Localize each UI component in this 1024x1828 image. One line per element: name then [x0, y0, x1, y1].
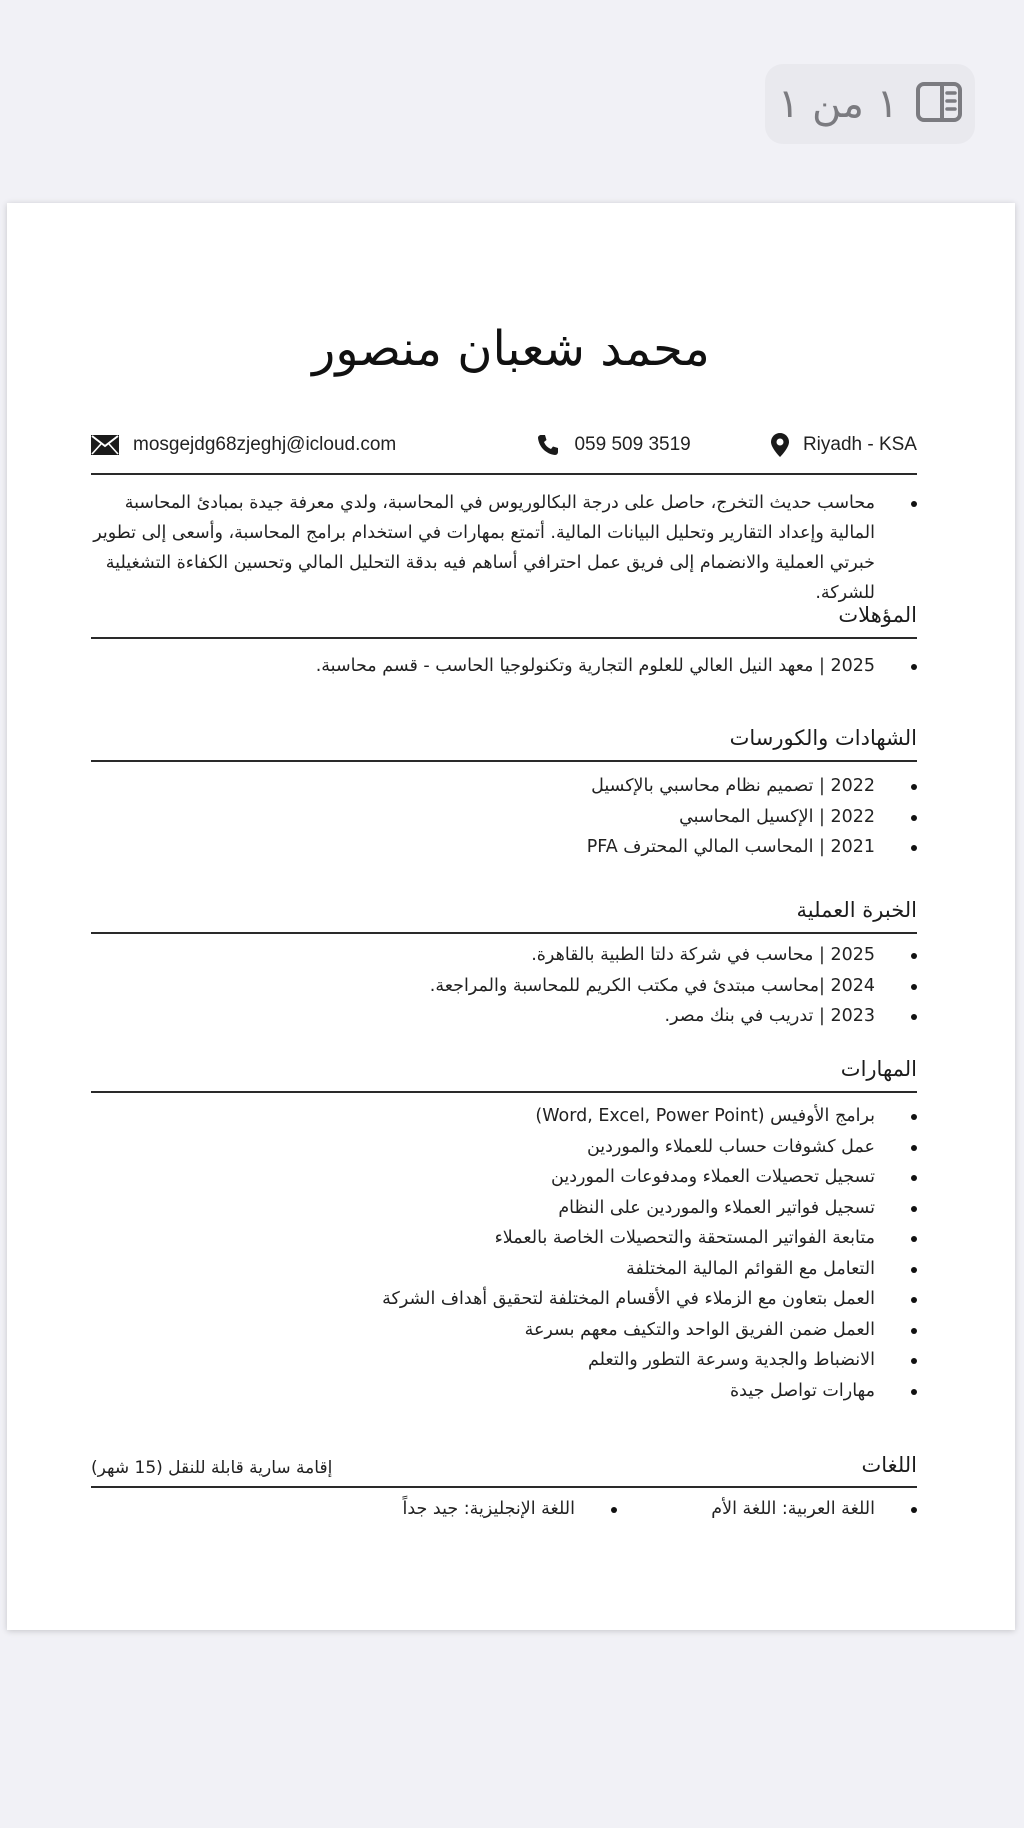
contact-phone[interactable]	[536, 433, 690, 457]
envelope-icon	[91, 435, 119, 455]
sidebar-icon	[916, 82, 962, 126]
list-item: 2025 | معهد النيل العالي للعلوم التجارية وتكنولوجيا الحاسب - قسم محاسبة.	[91, 651, 917, 682]
list-item: اللغة الإنجليزية: جيد جداً	[317, 1494, 617, 1524]
list-item: العمل بتعاون مع الزملاء في الأقسام المختلفة لتحقيق أهداف الشركة	[91, 1284, 917, 1315]
contact-row	[91, 428, 917, 462]
certificates-list	[91, 771, 917, 863]
phone-icon	[536, 433, 560, 457]
page-count: ١ من ١	[777, 81, 899, 127]
contact-location	[771, 433, 917, 457]
list-item: برامج الأوفيس (Word, Excel, Power Point)	[91, 1101, 917, 1132]
languages-list	[91, 1494, 917, 1524]
list-item: متابعة الفواتير المستحقة والتحصيلات الخاصة بالعملاء	[91, 1223, 917, 1254]
certificates-divider	[91, 760, 917, 762]
contact-email[interactable]	[91, 434, 396, 456]
section-title-languages: اللغات	[861, 1453, 917, 1477]
list-item: العمل ضمن الفريق الواحد والتكيف معهم بسرعة	[91, 1315, 917, 1346]
list-item: 2022 | تصميم نظام محاسبي بالإكسيل	[91, 771, 917, 802]
section-title-skills: المهارات	[840, 1057, 917, 1081]
header-divider	[91, 473, 917, 475]
residency-note: إقامة سارية قابلة للنقل (15 شهر)	[91, 1458, 333, 1478]
summary-section	[81, 488, 917, 608]
list-item: 2021 | المحاسب المالي المحترف PFA	[91, 832, 917, 863]
qualifications-divider	[91, 637, 917, 639]
list-item: عمل كشوفات حساب للعملاء والموردين	[91, 1132, 917, 1163]
email-text: mosgejdg68zjeghj@icloud.com	[133, 434, 397, 455]
list-item: 2022 | الإكسيل المحاسبي	[91, 802, 917, 833]
experience-list	[91, 940, 917, 1032]
list-item: 2025 | محاسب في شركة دلتا الطبية بالقاهرة.	[91, 940, 917, 971]
list-item: 2024 |محاسب مبتدئ في مكتب الكريم للمحاسبة والمراجعة.	[91, 971, 917, 1002]
list-item: مهارات تواصل جيدة	[91, 1376, 917, 1407]
list-item: تسجيل تحصيلات العملاء ومدفوعات الموردين	[91, 1162, 917, 1193]
page-indicator[interactable]	[765, 64, 975, 144]
location-text: Riyadh - KSA	[802, 434, 917, 455]
skills-divider	[91, 1091, 917, 1093]
section-title-qualifications: المؤهلات	[838, 603, 917, 627]
list-item: التعامل مع القوائم المالية المختلفة	[91, 1254, 917, 1285]
summary-text: محاسب حديث التخرج، حاصل على درجة البكالوريوس في المحاسبة، ولدي معرفة جيدة بمبادئ المحاسبة المالية وإعداد التقارير وتحليل البيانات المالية. أتمتع بمهارات في استخدام برامج المحاسبة، وأسعى إلى تطوير خبرتي العملية والانضمام إلى فريق عمل احترافي أساهم فيه بدقة التحليل المالي وتحسين الكفاءة التشغيلية للشركة.	[81, 488, 917, 608]
section-title-certificates: الشهادات والكورسات	[729, 726, 917, 750]
languages-divider	[91, 1486, 917, 1488]
list-item: اللغة العربية: اللغة الأم	[617, 1494, 917, 1524]
list-item: تسجيل فواتير العملاء والموردين على النظام	[91, 1193, 917, 1224]
section-title-experience: الخبرة العملية	[796, 898, 917, 922]
location-pin-icon	[771, 433, 789, 457]
experience-divider	[91, 932, 917, 934]
phone-text: 059 509 3519	[574, 434, 691, 455]
resume-page	[7, 203, 1015, 1630]
resume-name: محمد شعبان منصور	[312, 321, 710, 377]
list-item: 2023 | تدريب في بنك مصر.	[91, 1001, 917, 1032]
list-item: الانضباط والجدية وسرعة التطور والتعلم	[91, 1345, 917, 1376]
qualifications-list	[91, 651, 917, 682]
skills-list	[91, 1101, 917, 1406]
